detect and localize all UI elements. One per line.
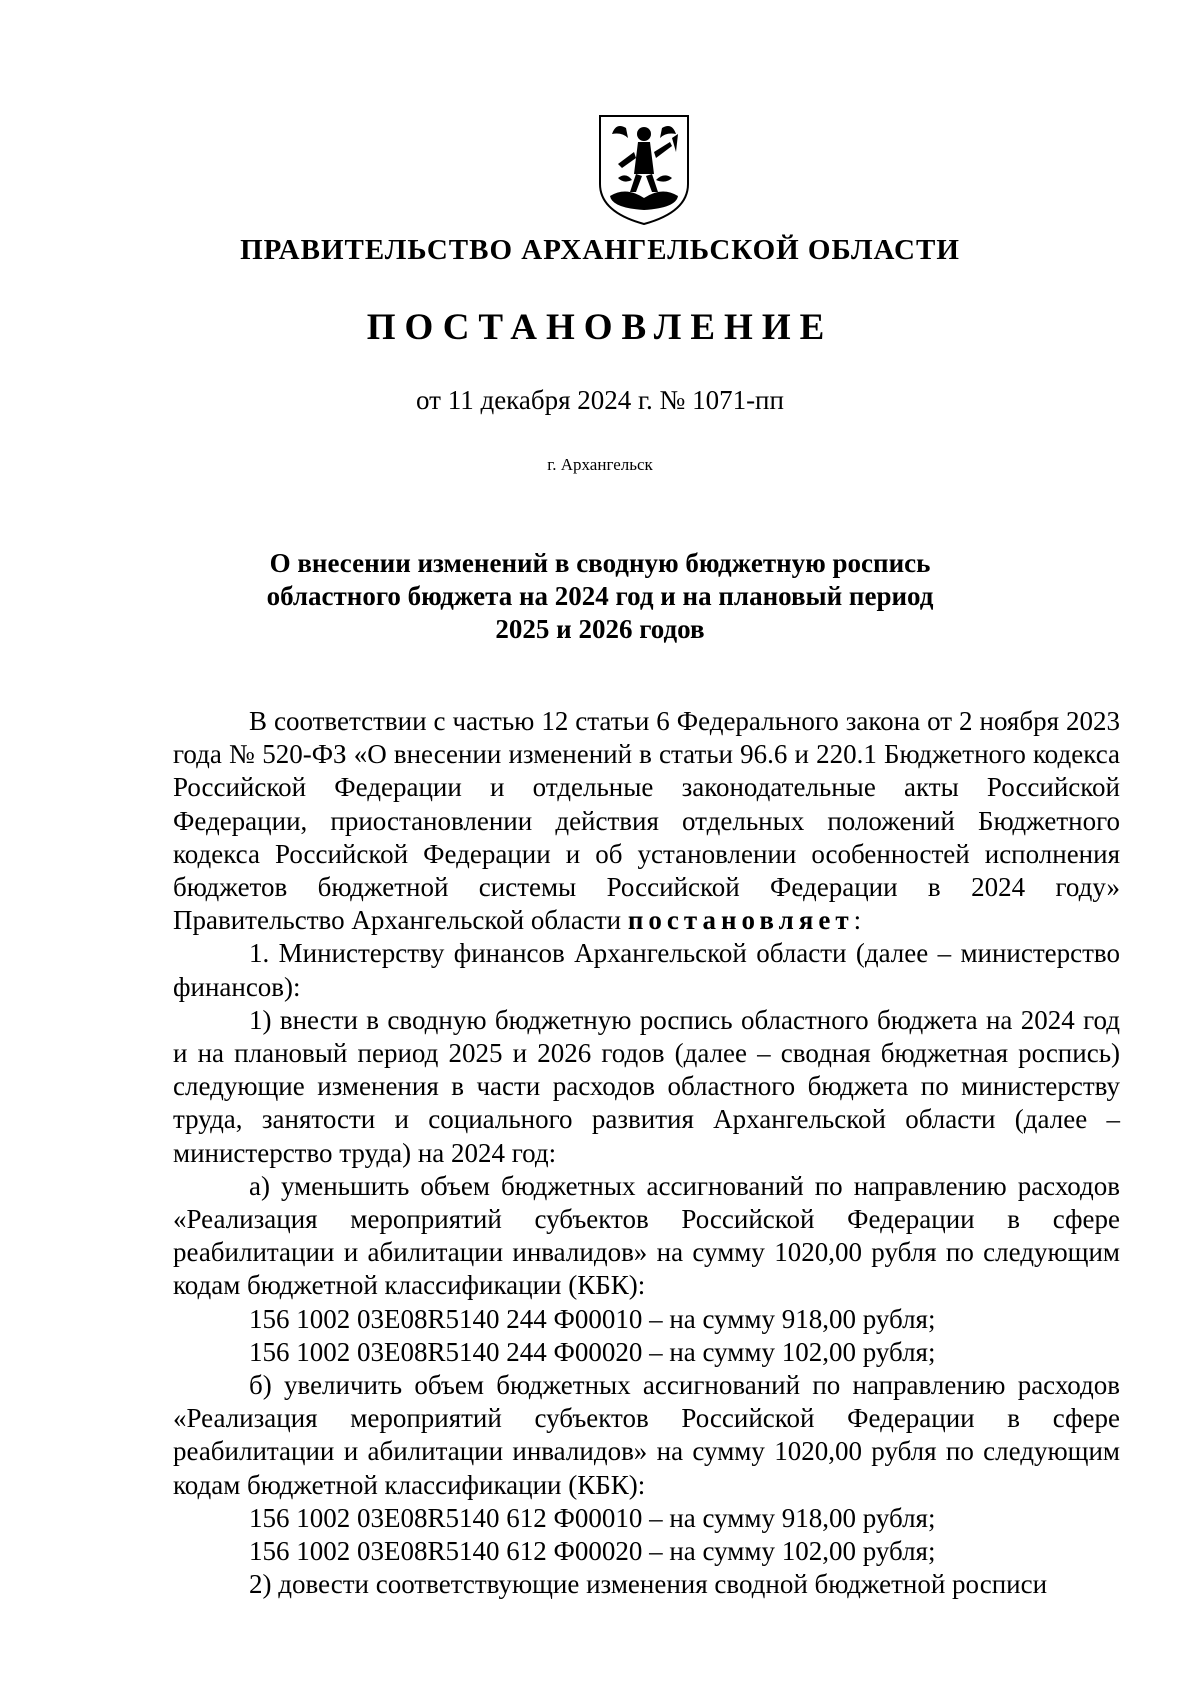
item-b-paragraph: б) увеличить объем бюджетных ассигнований по направлению расходов «Реализация мероприятий субъектов Российской Федерации в сфере реабилитации и абилитации инвалидов» на сумму 1020,00 рубля по следующим кодам бюджетной классификации (КБК): [173, 1370, 1120, 1500]
kbk-line: 156 1002 03Е08R5140 612 Ф00010 – на сумму 918,00 рубля; [249, 1502, 936, 1533]
item-a-paragraph: а) уменьшить объем бюджетных ассигнований по направлению расходов «Реализация мероприятий субъектов Российской Федерации в сфере реабилитации и абилитации инвалидов» на сумму 1020,00 рубля по следующим кодам бюджетной классификации (КБК): [173, 1170, 1120, 1301]
subject-line: О внесении изменений в сводную бюджетную роспись [269, 548, 931, 578]
item-1-2-paragraph: 2) довести соответствующие изменения сводной бюджетной росписи [249, 1569, 1048, 1600]
coat-of-arms-icon [596, 112, 692, 227]
kbk-line: 156 1002 03Е08R5140 244 Ф00020 – на сумму 102,00 рубля; [249, 1336, 936, 1367]
kbk-line: 156 1002 03Е08R5140 612 Ф00020 – на сумму 102,00 рубля; [249, 1536, 936, 1567]
item-1-1-paragraph: 1) внести в сводную бюджетную роспись областного бюджета на 2024 год и на плановый период 2025 и 2026 годов (далее – сводная бюджетная роспись) следующие изменения в части расходов областного бюджета по министерству труда, занятости и социального развития Архангельской области (далее – министерство труда) на 2024 год: [173, 1004, 1120, 1168]
resolves-word: постановляет [627, 905, 854, 936]
item-1-paragraph: 1. Министерству финансов Архангельской области (далее – министерство финансов): [173, 938, 1120, 1002]
document-place: г. Архангельск [547, 455, 653, 474]
document-body [173, 705, 1120, 1601]
document-date-number: от 11 декабря 2024 г. № 1071-пп [416, 385, 784, 415]
preamble-paragraph [173, 705, 1120, 937]
resolves-colon: : [853, 905, 862, 936]
kbk-line: 156 1002 03Е08R5140 244 Ф00010 – на сумму 918,00 рубля; [249, 1303, 936, 1334]
document-type: ПОСТАНОВЛЕНИЕ [366, 307, 834, 348]
document-subject [200, 547, 1000, 646]
government-title: ПРАВИТЕЛЬСТВО АРХАНГЕЛЬСКОЙ ОБЛАСТИ [240, 234, 960, 266]
subject-line: 2025 и 2026 годов [495, 614, 705, 644]
subject-line: областного бюджета на 2024 год и на плановый период [266, 581, 934, 611]
preamble-text: В соответствии с частью 12 статьи 6 Федерального закона от 2 ноября 2023 года № 520-ФЗ «О внесении изменений в статьи 96.6 и 220.1 Бюджетного кодекса Российской Федерации и отдельные законодательные акты Российской Федерации, приостановлении действия отдельных положений Бюджетного кодекса Российской Федерации и об установлении особенностей исполнения бюджетов бюджетной системы Российской Федерации в 2024 году» Правительство Архангельской области [173, 706, 1120, 936]
